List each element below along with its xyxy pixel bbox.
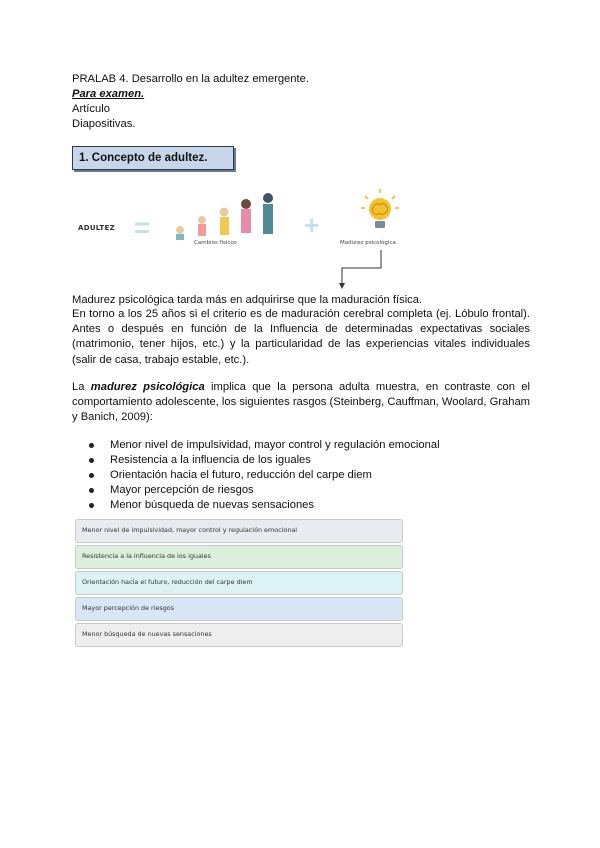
equals-sign: = — [134, 212, 151, 243]
physical-changes-label: Cambios físicos — [194, 240, 237, 246]
trait-card-sensations: Menor búsqueda de nuevas sensaciones — [75, 623, 403, 647]
connector-arrow-icon — [338, 250, 398, 290]
plus-sign: + — [304, 210, 320, 240]
trait-card-future: Orientación hacia el futuro, reducción del carpe diem — [75, 571, 403, 595]
paragraph-age: En torno a los 25 años si el criterio es de maduración cerebral completa (ej. Lóbulo frontal). Antes o después en función de la Influencia de determinadas expectativas sociales (matrimonio, tener hijos, etc.) y la particularidad de las experiencias vitales individuales (salir de casa, trabajo estable, etc.). — [72, 308, 530, 366]
trait-card-risks: Mayor percepción de riesgos — [75, 597, 403, 621]
paragraph-traits — [72, 380, 530, 426]
traits-post: implica que la persona adulta muestra, en contraste con el comportamiento adolescente, los siguientes rasgos (Steinberg, Cauffman, Woolard, Graham y Banich, 2009): — [72, 381, 530, 424]
adultez-diagram — [76, 180, 426, 290]
trait-card-peers: Resistencia a la influencia de los iguales — [75, 545, 403, 569]
psych-maturity-label: Madurez psicológica — [340, 240, 396, 246]
trait-card-impulsivity: Menor nivel de impulsividad, mayor control y regulación emocional — [75, 519, 403, 543]
growth-figures-icon — [172, 190, 282, 242]
section-title: 1. Concepto de adultez. — [79, 152, 208, 164]
item-diapositivas: Diapositivas. — [72, 118, 136, 130]
paragraph-maturity: Madurez psicológica tarda más en adquirirse que la maduración física. — [72, 294, 423, 306]
traits-emphasis: madurez psicológica — [90, 381, 205, 393]
item-articulo: Artículo — [72, 103, 110, 115]
doc-title: PRALAB 4. Desarrollo en la adultez emergente. — [72, 73, 309, 85]
traits-pre: La — [72, 381, 91, 393]
diagram-adultez-label: ADULTEZ — [78, 224, 115, 232]
section-header — [72, 146, 234, 170]
exam-label: Para examen. — [72, 88, 145, 100]
brain-bulb-icon — [360, 188, 400, 232]
